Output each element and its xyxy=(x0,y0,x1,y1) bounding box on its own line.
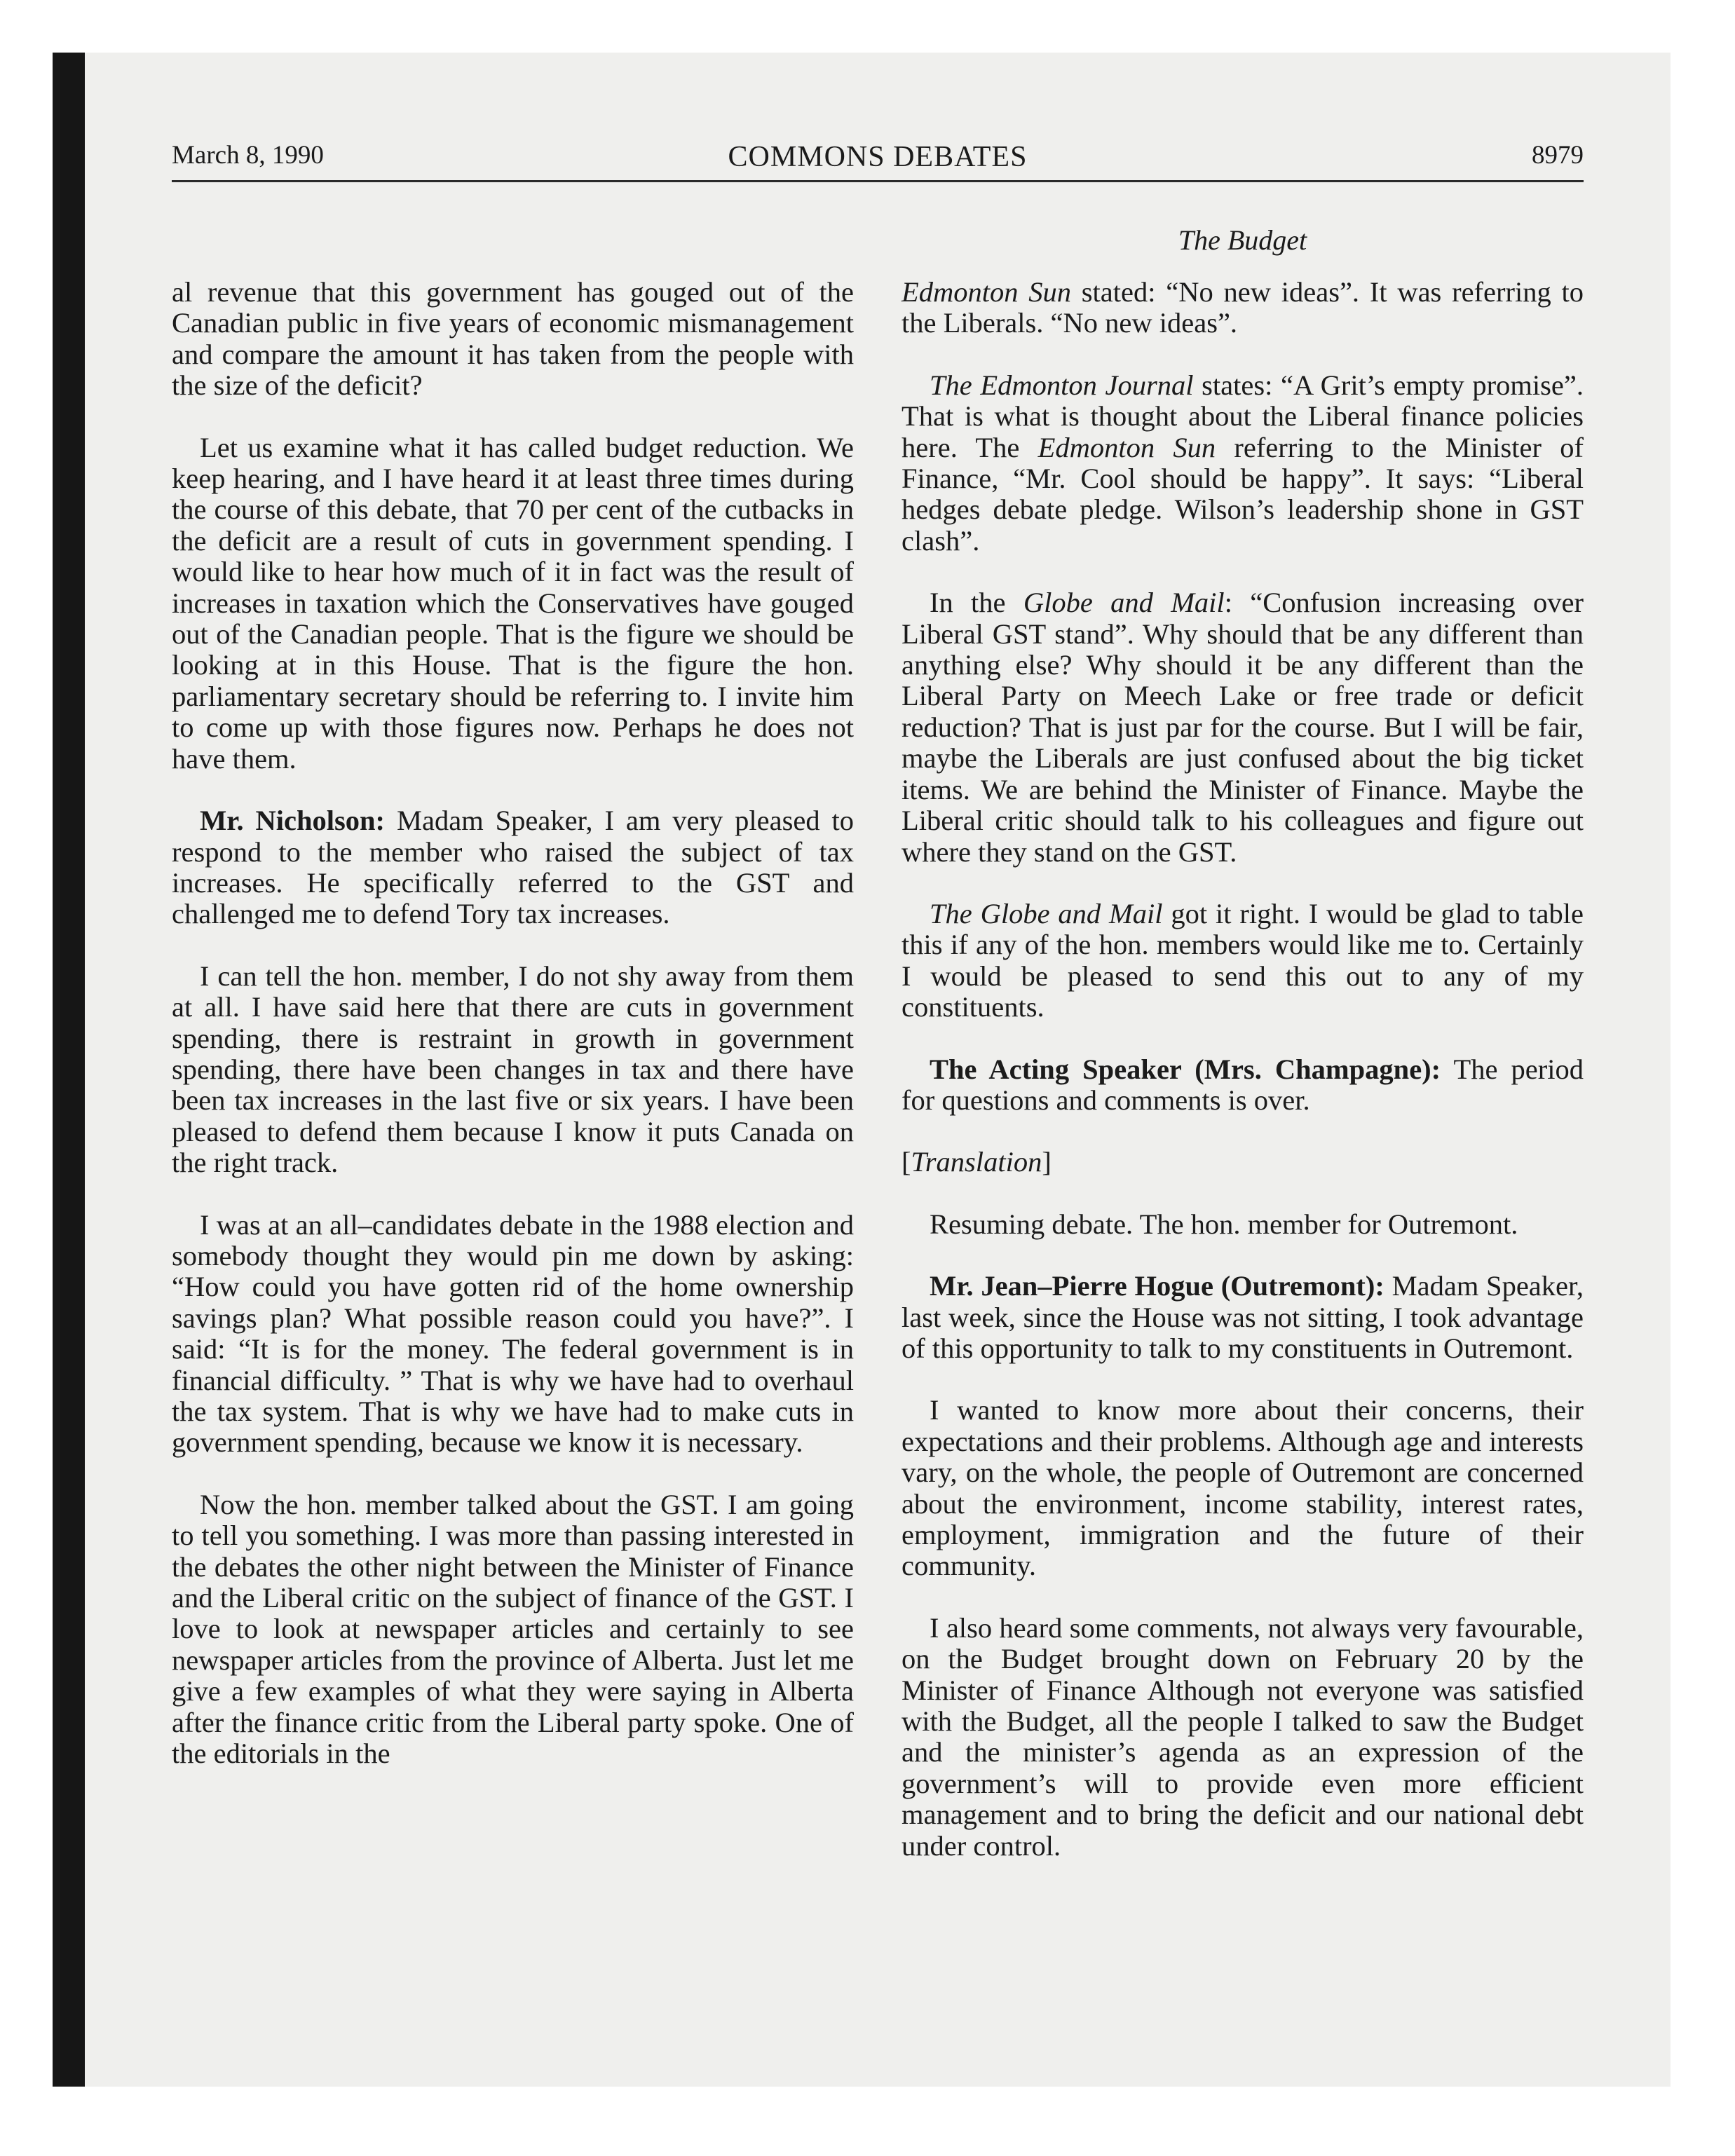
header-page-number: 8979 xyxy=(1532,141,1584,170)
paragraph xyxy=(172,1210,854,1459)
paragraph xyxy=(172,805,854,930)
paragraph-text: states: “A Grit’s empty promise”. That is what is thought about the Liberal finance policies here. The xyxy=(901,369,1584,463)
paragraph-text: Let us examine what it has called budget reduction. We keep hearing, and I have heard it at least three times during the course of this debate, that 70 per cent of the cutbacks in the deficit are a result of cuts in government spending. I would like to hear how much of it in fact was the result of increases in taxation which the Conservatives have gouged out of the Canadian people. That is the figure we should be looking at in this House. That is the figure the hon. parliamentary secretary should be referring to. I invite him to come up with those figures now. Perhaps he does not have them. xyxy=(172,431,854,775)
paragraph xyxy=(901,1395,1584,1581)
publication-name: The Edmonton Journal xyxy=(930,369,1194,401)
paragraph xyxy=(901,1054,1584,1117)
paragraph-text: I can tell the hon. member, I do not shy away from them at all. I have said here that there are cuts in government spending, there is restraint in growth in government spending, there have been changes in tax and there have been tax increases in the last five or six years. I have been pleased to defend them because I know it puts Canada on the right track. xyxy=(172,960,854,1179)
paragraph xyxy=(901,1271,1584,1364)
translation-marker: [Translation] xyxy=(901,1146,1052,1178)
paragraph xyxy=(901,277,1584,339)
paragraph-text: In the xyxy=(930,587,1023,619)
paragraph-text: Now the hon. member talked about the GST. I am going to tell you something. I was more than passing interested in the debates the other night between the Minister of Finance and the Liberal critic on the subject of finance of the GST. I love to look at newspaper articles and certainly to see newspaper articles from the province of Alberta. Just let me give a few examples of what they were saying in Alberta after the finance critic from the Liberal party spoke. One of the editorials in the xyxy=(172,1488,854,1770)
header-publication: COMMONS DEBATES xyxy=(728,141,1028,173)
left-column xyxy=(172,277,854,1769)
paragraph-text: stated: “No new ideas”. It was referring to the Liberals. “No new ideas”. xyxy=(901,276,1584,339)
paragraph-text: : “Confusion increasing over Liberal GST stand”. Why should that be any different than anything else? Why should it be any different than the Liberal Party on Meech Lake or free trade or deficit reduction? That is just par for the course. But I will be fair, maybe the Liberals are just confused about the big ticket items. We are behind the Minister of Finance. Maybe the Liberal critic should talk to his colleagues and figure out where they stand on the GST. xyxy=(901,587,1584,868)
paragraph-text: I also heard some comments, not always very favourable, on the Budget brought down on February 20 by the Minister of Finance Although not everyone was satisfied with the Budget, all the people I talked to saw the Budget and the minister’s agenda as an expression of the government’s will to provide even more efficient management and to bring the deficit and our national debt under control. xyxy=(901,1611,1584,1862)
speaker-name: Mr. Nicholson: xyxy=(200,805,386,837)
publication-name: Edmonton Sun xyxy=(1037,431,1216,463)
paragraph xyxy=(901,1613,1584,1862)
binding-shadow xyxy=(53,53,85,2087)
right-column xyxy=(901,277,1584,1862)
paragraph-text: Madam Speaker, I am very pleased to respond to the member who raised the subject of tax increases. He specifically referred to the GST and challenged me to defend Tory tax increases. xyxy=(172,805,855,930)
paragraph xyxy=(172,432,854,775)
paragraph xyxy=(172,277,854,402)
paragraph-text: The period for questions and comments is over. xyxy=(901,1053,1584,1116)
paragraph-text: Resuming debate. The hon. member for Outremont. xyxy=(930,1208,1518,1240)
paragraph xyxy=(901,1209,1584,1240)
paragraph-text: Madam Speaker, last week, since the House was not sitting, I took advantage of this opportunity to talk to my constituents in Outremont. xyxy=(901,1270,1584,1364)
paragraph xyxy=(172,1489,854,1770)
paragraph-text: I wanted to know more about their concerns, their expectations and their problems. Although age and interests vary, on the whole, the people of Outremont are concerned about the environment, income stability, interest rates, employment, immigration and the future of their community. xyxy=(901,1394,1584,1582)
paragraph-text: al revenue that this government has gouged out of the Canadian public in five years of economic mismanagement and compare the amount it has taken from the people with the size of the deficit? xyxy=(172,276,854,402)
paragraph-text: got it right. I would be glad to table this if any of the hon. members would like me to. Certainly I would be pleased to send this out to any of my constituents. xyxy=(901,897,1584,1023)
paragraph-text: referring to the Minister of Finance, “Mr. Cool should be happy”. It says: “Liberal hedges debate pledge. Wilson’s leadership shone in GST clash”. xyxy=(901,431,1584,557)
paragraph-text: I was at an all–candidates debate in the 1988 election and somebody thought they would pin me down by asking: “How could you have gotten rid of the home ownership savings plan? What possible reason could you have?”. I said: “It is for the money. The federal government is in financial difficulty. ” That is why we have had to overhaul the tax system. That is why we have had to make cuts in government spending, because we know it is necessary. xyxy=(172,1208,854,1459)
paragraph xyxy=(901,899,1584,1023)
publication-name: Globe and Mail xyxy=(1023,587,1225,619)
running-head xyxy=(172,140,1584,175)
speaker-name: The Acting Speaker (Mrs. Champagne): xyxy=(930,1053,1441,1085)
header-rule xyxy=(172,180,1584,182)
paragraph xyxy=(172,961,854,1179)
section-label: The Budget xyxy=(1178,224,1307,256)
translation-label: Translation xyxy=(911,1146,1042,1178)
speaker-name: Mr. Jean–Pierre Hogue (Outremont): xyxy=(930,1270,1384,1302)
header-date: March 8, 1990 xyxy=(172,141,324,170)
paragraph xyxy=(901,587,1584,868)
paragraph xyxy=(901,370,1584,557)
publication-name: Edmonton Sun xyxy=(901,276,1072,308)
publication-name: The Globe and Mail xyxy=(930,897,1163,929)
hansard-page xyxy=(85,53,1671,2087)
